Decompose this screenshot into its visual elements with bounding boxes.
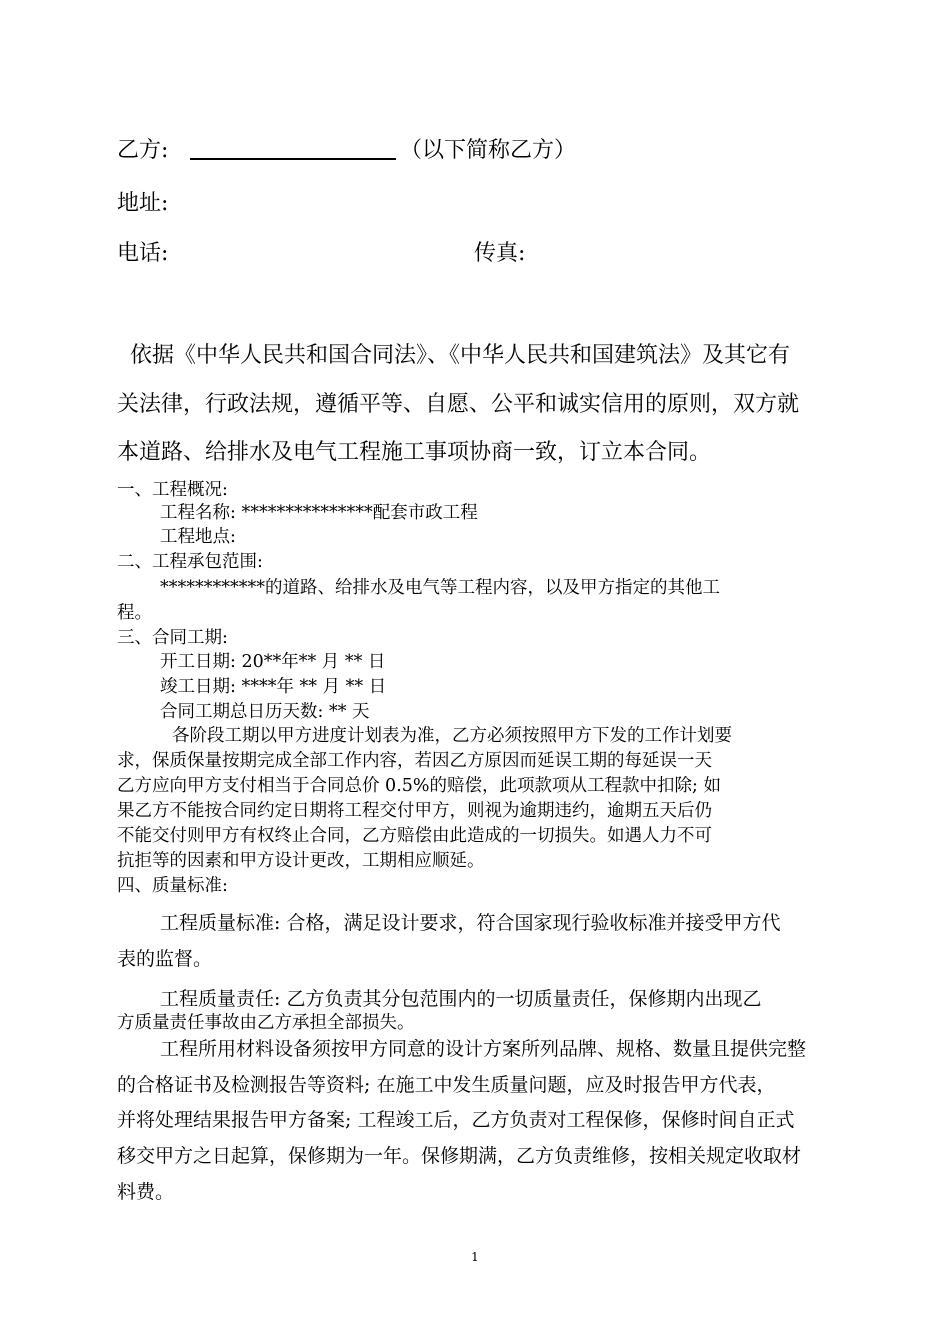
quality-responsibility-line: 方质量责任事故由乙方承担全部损失。 [117,1013,415,1033]
quality-standard-line: 表的监督。 [117,948,213,970]
materials-line: 料费。 [117,1181,175,1203]
materials-line: 的合格证书及检测报告等资料; 在施工中发生质量问题，应及时报告甲方代表， [117,1074,776,1096]
quality-standard-line: 工程质量标准: 合格，满足设计要求，符合国家现行验收标准并接受甲方代 [160,912,781,934]
section-4-title: 四、质量标准: [117,876,228,896]
materials-line: 移交甲方之日起算，保修期为一年。保修期满，乙方负责维修，按相关规定收取材 [117,1145,802,1167]
scope-line-1: ************的道路、给排水及电气等工程内容，以及甲方指定的其他工 [160,578,720,598]
section-2-title: 二、工程承包范围: [117,552,263,572]
party-b-suffix: （以下简称乙方） [400,138,577,163]
party-b-name-blank [190,158,396,160]
total-days: 合同工期总日历天数: ** 天 [160,702,370,722]
materials-line: 并将处理结果报告甲方备案; 工程竣工后，乙方负责对工程保修，保修时间自正式 [117,1109,795,1131]
project-name: 工程名称: ***************配套市政工程 [160,503,478,523]
party-b-label: 乙方: [117,138,169,163]
page-number: 1 [471,1250,479,1264]
phone-label: 电话: [117,241,169,266]
schedule-para-line: 抗拒等的因素和甲方设计更改，工期相应顺延。 [117,851,485,871]
schedule-para-line: 乙方应向甲方支付相当于合同总价 0.5%的赔偿，此项款项从工程款中扣除; 如 [117,776,721,796]
section-3-title: 三、合同工期: [117,628,228,648]
project-location: 工程地点: [160,527,236,547]
schedule-para-line: 不能交付则甲方有权终止合同，乙方赔偿由此造成的一切损失。如遇人力不可 [117,826,712,846]
address-label: 地址: [117,191,169,216]
start-date: 开工日期: 20**年** 月 ** 日 [160,652,386,672]
end-date: 竣工日期: ****年 ** 月 ** 日 [160,677,387,697]
preamble-line-3: 本道路、给排水及电气工程施工事项协商一致，订立本合同。 [117,440,712,465]
schedule-para-line: 果乙方不能按合同约定日期将工程交付甲方，则视为逾期违约，逾期五天后仍 [117,801,712,821]
preamble-line-1: 依据《中华人民共和国合同法》、《中华人民共和国建筑法》及其它有 [130,343,791,368]
preamble-line-2: 关法律，行政法规，遵循平等、自愿、公平和诚实信用的原则，双方就 [117,392,800,417]
schedule-para-line: 求，保质保量按期完成全部工作内容，若因乙方原因而延误工期的每延误一天 [117,751,712,771]
section-1-title: 一、工程概况: [117,480,228,500]
scope-line-2: 程。 [117,603,152,623]
materials-line: 工程所用材料设备须按甲方同意的设计方案所列品牌、规格、数量且提供完整 [160,1038,807,1060]
schedule-para-line: 各阶段工期以甲方进度计划表为准，乙方必须按照甲方下发的工作计划要 [172,726,732,746]
fax-label: 传真: [474,241,526,266]
quality-responsibility-line: 工程质量责任: 乙方负责其分包范围内的一切质量责任，保修期内出现乙 [160,988,762,1010]
